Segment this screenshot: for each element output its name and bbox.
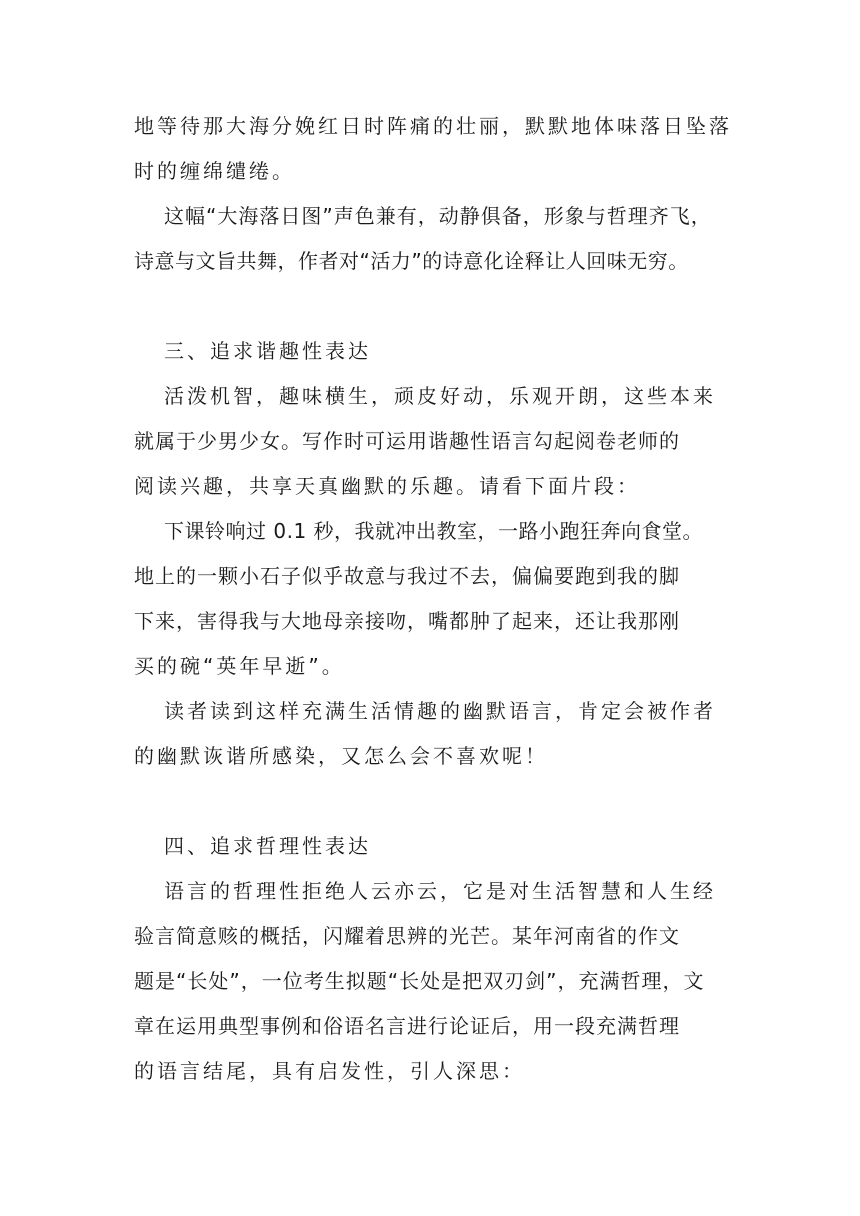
paragraph [134, 374, 734, 509]
text-line: 的语言结尾，具有启发性，引人深思： [134, 1059, 525, 1083]
text-line: 这幅“大海落日图”声色兼有，动静俱备，形象与哲理齐飞， [164, 204, 712, 228]
text-line: 语言的哲理性拒绝人云亦云，它是对生活智慧和人生经 [164, 879, 716, 903]
text-line: 章在运用典型事例和俗语名言进行论证后，用一段充满哲理 [134, 1014, 680, 1038]
text-line: 时的缠绵缱绻。 [134, 159, 295, 183]
text-line: 买的碗“英年早逝”。 [134, 654, 345, 678]
text-line: 下来，害得我与大地母亲接吻，嘴都肿了起来，还让我那刚 [134, 609, 680, 633]
paragraph-gap [134, 284, 734, 329]
text-line: 阅读兴趣，共享天真幽默的乐趣。请看下面片段： [134, 474, 640, 498]
text-line: 地上的一颗小石子似乎故意与我过不去，偏偏要跑到我的脚 [134, 564, 680, 588]
paragraph [134, 509, 734, 689]
text-line: 地等待那大海分娩红日时阵痛的壮丽，默默地体味落日坠落 [134, 114, 732, 138]
paragraph [134, 689, 734, 779]
text-line: 活泼机智，趣味横生，顽皮好动，乐观开朗，这些本来 [164, 384, 716, 408]
text-line: 就属于少男少女。写作时可运用谐趣性语言勾起阅卷老师的 [134, 429, 680, 453]
section-heading: 四、追求哲理性表达 [164, 834, 371, 858]
paragraph-gap [134, 779, 734, 824]
text-line: 读者读到这样充满生活情趣的幽默语言，肯定会被作者 [164, 699, 716, 723]
paragraph [134, 104, 734, 194]
paragraph [134, 869, 734, 1094]
document-body [134, 104, 734, 1094]
section-heading: 三、追求谐趣性表达 [164, 339, 371, 363]
paragraph [134, 194, 734, 284]
text-line: 诗意与文旨共舞，作者对“活力”的诗意化诠释让人回味无穷。 [134, 249, 689, 273]
text-line: 下课铃响过 0.1 秒，我就冲出教室，一路小跑狂奔向食堂。 [164, 519, 704, 543]
text-line: 题是“长处”，一位考生拟题“长处是把双刃剑”，充满哲理，文 [134, 969, 705, 993]
text-line: 验言简意赅的概括，闪耀着思辨的光芒。某年河南省的作文 [134, 924, 680, 948]
text-line: 的幽默诙谐所感染，又怎么会不喜欢呢！ [134, 744, 548, 768]
